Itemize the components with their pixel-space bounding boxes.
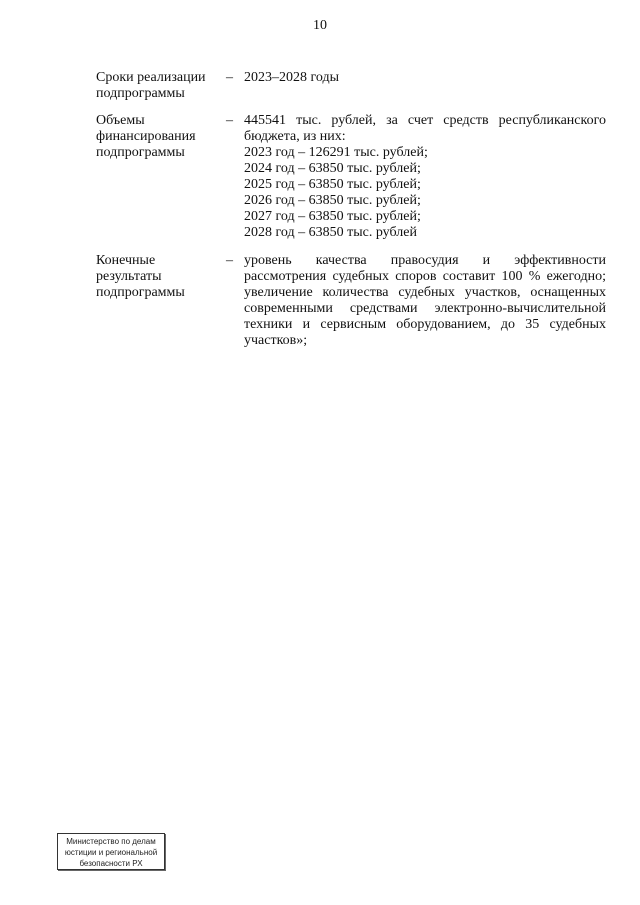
value-line: 445541 тыс. рублей, за счет средств республиканского: [244, 113, 606, 128]
row-dash: –: [226, 253, 233, 268]
value-line: 2024 год – 63850 тыс. рублей;: [244, 161, 421, 176]
value-line: уровень качества правосудия и эффективности: [244, 253, 606, 268]
value-line: рассмотрения судебных споров составит 100 % ежегодно;: [244, 269, 606, 284]
value-line: техники и сервисным оборудованием, до 35 судебных: [244, 317, 606, 332]
value-line: 2023 год – 126291 тыс. рублей;: [244, 145, 428, 160]
value-line: бюджета, из них:: [244, 129, 346, 144]
label-line: Сроки реализации: [96, 70, 206, 85]
label-line: подпрограммы: [96, 145, 185, 160]
ministry-stamp: [57, 833, 165, 870]
row-value: [244, 70, 606, 86]
value-line: участков»;: [244, 333, 308, 348]
value-line: современными средствами электронно-вычислительной: [244, 301, 606, 316]
row-label: [96, 113, 220, 161]
label-line: Объемы: [96, 113, 145, 128]
value-line: 2028 год – 63850 тыс. рублей: [244, 225, 417, 240]
stamp-line: Министерство по делам: [66, 837, 156, 846]
label-line: подпрограммы: [96, 285, 185, 300]
row-label: [96, 70, 220, 102]
page-number: 10: [313, 18, 327, 33]
label-line: подпрограммы: [96, 86, 185, 101]
label-line: финансирования: [96, 129, 196, 144]
stamp-line: безопасности РХ: [79, 859, 143, 868]
label-line: результаты: [96, 269, 162, 284]
row-value: [244, 113, 606, 241]
value-line: 2027 год – 63850 тыс. рублей;: [244, 209, 421, 224]
value-line: увеличение количества судебных участков, оснащенных: [244, 285, 606, 300]
label-line: Конечные: [96, 253, 156, 268]
row-dash: –: [226, 70, 233, 85]
row-dash: –: [226, 113, 233, 128]
row-value: [244, 253, 606, 349]
value-line: 2023–2028 годы: [244, 70, 340, 85]
row-label: [96, 253, 220, 301]
value-line: 2026 год – 63850 тыс. рублей;: [244, 193, 421, 208]
value-line: 2025 год – 63850 тыс. рублей;: [244, 177, 421, 192]
stamp-line: юстиции и региональной: [64, 848, 158, 857]
